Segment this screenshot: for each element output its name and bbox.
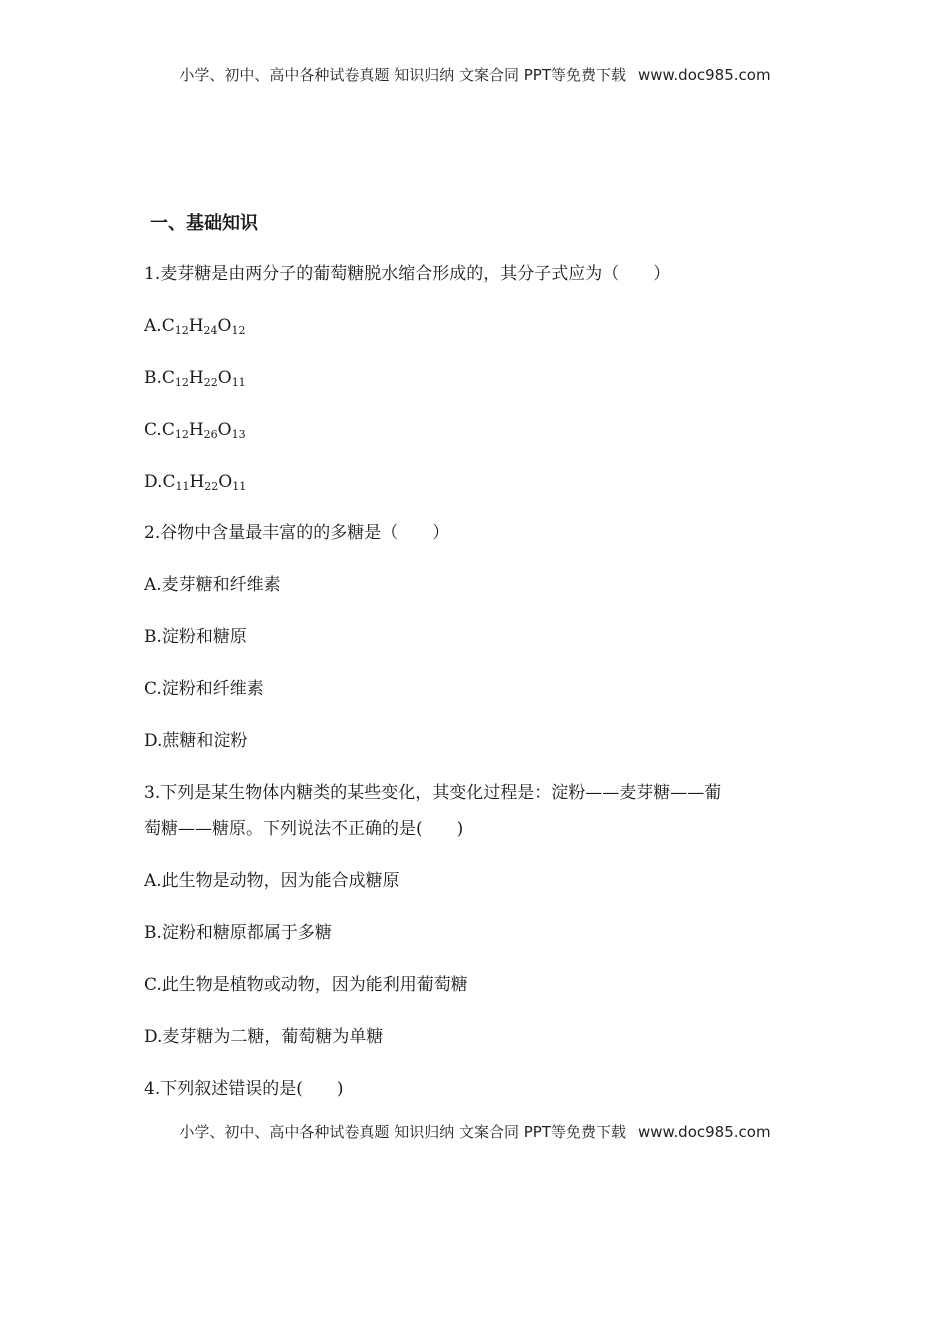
question-1-option-c: $C.C_{12}H_{26}O_{13}$ [144, 420, 246, 441]
page-header [0, 64, 950, 85]
question-2-option-b: B.淀粉和糖原 [144, 627, 247, 647]
question-1-option-a: $A.C_{12}H_{24}O_{12}$ [144, 316, 246, 337]
page-footer [0, 1121, 950, 1142]
question-3-option-b: B.淀粉和糖原都属于多糖 [144, 923, 332, 943]
header-site-link[interactable]: www.doc985.com [637, 66, 771, 84]
question-2-option-c: C.淀粉和纤维素 [144, 679, 264, 699]
question-2-option-d: D.蔗糖和淀粉 [144, 731, 248, 751]
question-1-option-b: $B.C_{12}H_{22}O_{11}$ [144, 368, 246, 389]
question-4-stem: 4.下列叙述错误的是( ) [144, 1079, 344, 1099]
footer-text: 小学、初中、高中各种试卷真题 知识归纳 文案合同 PPT等免费下载 [179, 1123, 626, 1141]
footer-site-link[interactable]: www.doc985.com [637, 1123, 771, 1141]
question-2-option-a: A.麦芽糖和纤维素 [144, 575, 281, 595]
header-text: 小学、初中、高中各种试卷真题 知识归纳 文案合同 PPT等免费下载 [179, 66, 626, 84]
question-1-option-d: $D.C_{11}H_{22}O_{11}$ [144, 472, 247, 493]
question-3-stem-line-1: 3.下列是某生物体内糖类的某些变化，其变化过程是：淀粉——麦芽糖——葡 [144, 783, 722, 803]
question-3-option-c: C.此生物是植物或动物，因为能利用葡萄糖 [144, 975, 468, 995]
question-1-stem: 1.麦芽糖是由两分子的葡萄糖脱水缩合形成的，其分子式应为（ ） [144, 264, 671, 284]
question-3-option-d: D.麦芽糖为二糖，葡萄糖为单糖 [144, 1027, 384, 1047]
question-2-stem: 2.谷物中含量最丰富的的多糖是（ ） [144, 523, 450, 543]
question-3-stem-line-2: 萄糖——糖原。下列说法不正确的是( ) [144, 819, 464, 839]
section-heading: 一、基础知识 [150, 213, 258, 234]
question-3-option-a: A.此生物是动物，因为能合成糖原 [144, 871, 400, 891]
